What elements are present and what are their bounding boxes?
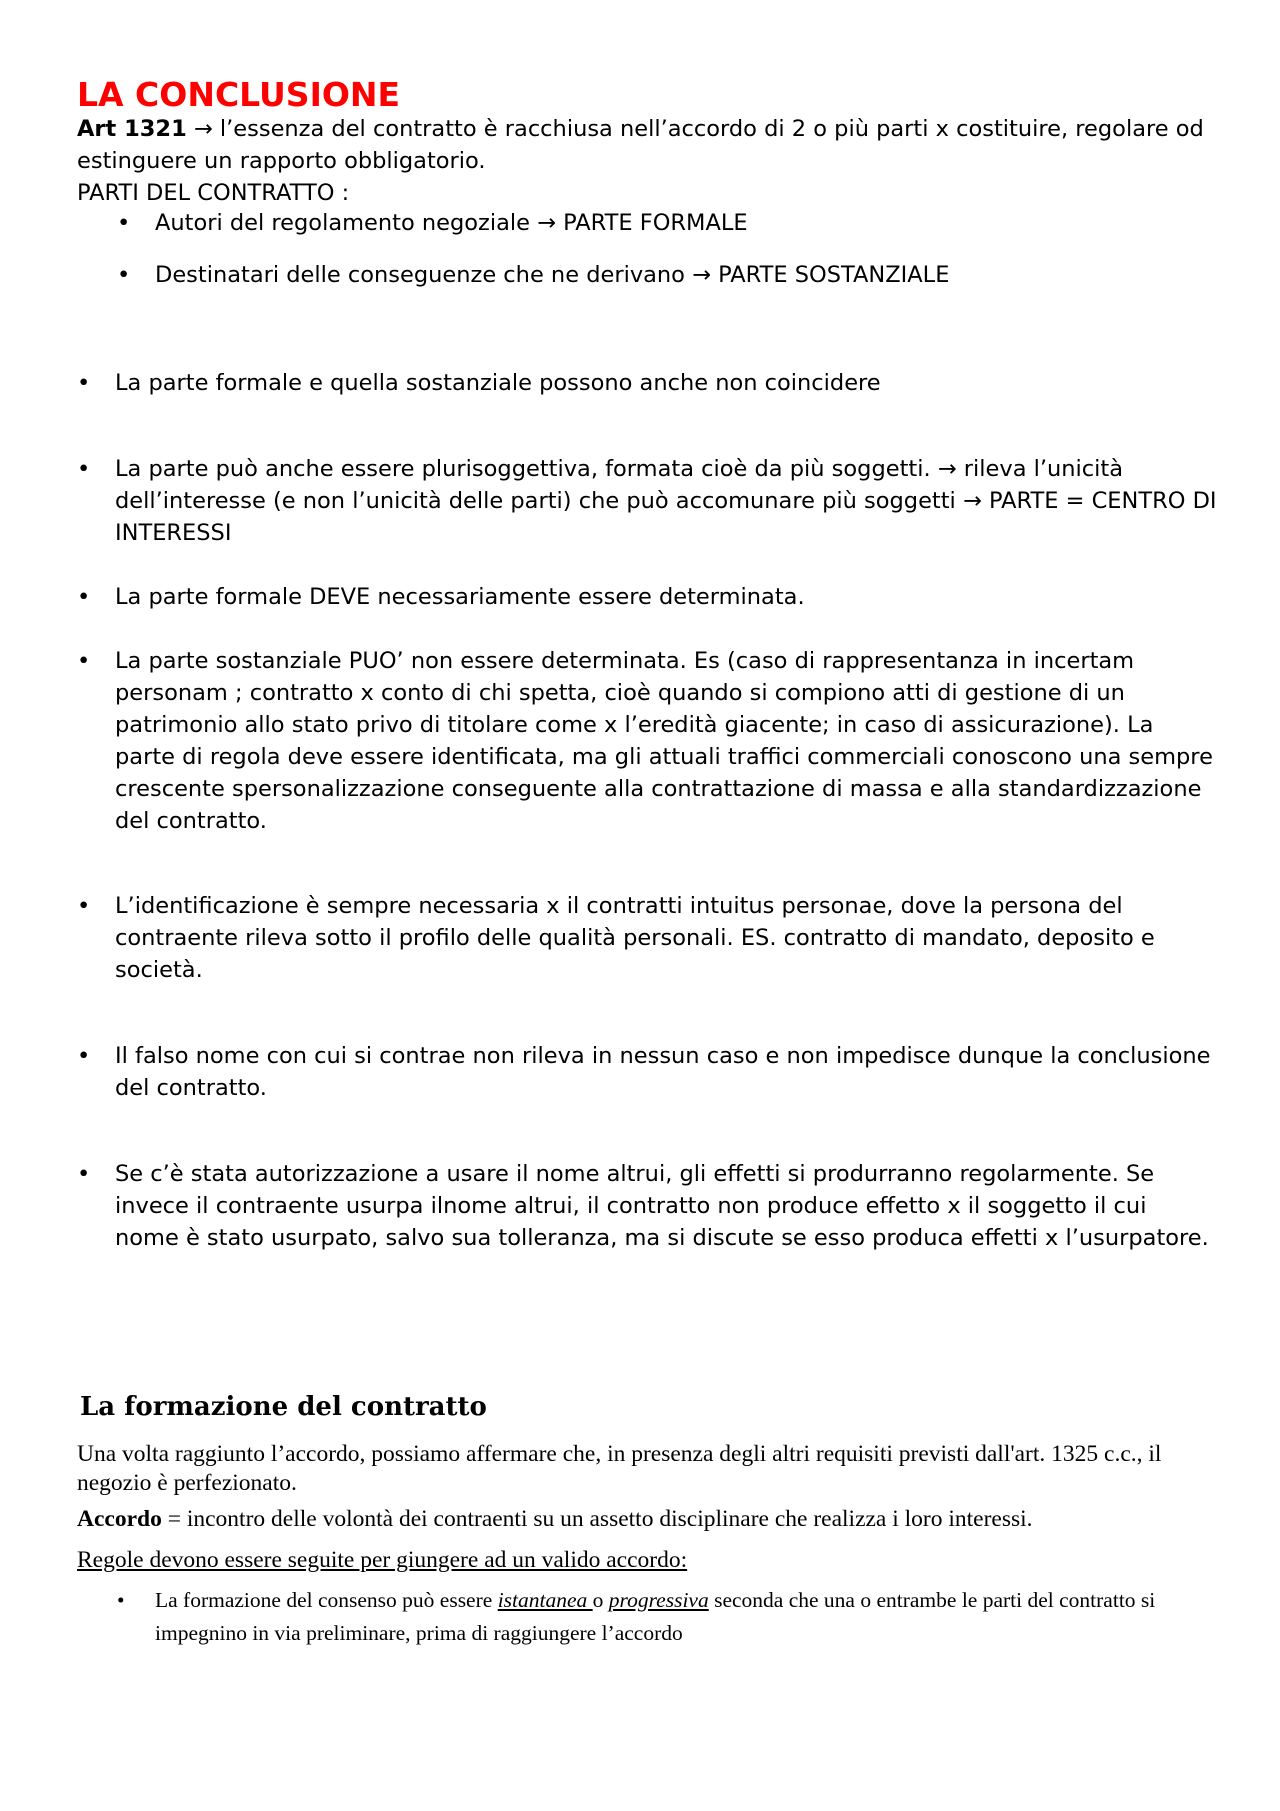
list-item bbox=[77, 453, 1217, 549]
bullet-icon: • bbox=[77, 648, 91, 674]
list-item-text: Se c’è stata autorizzazione a usare il nome altrui, gli effetti si produrranno regolarmente. Se invece il contraente usurpa ilnome altrui, il contratto non produce effetto x il soggetto il cui nome è stato usurpato, salvo sua tolleranza, ma si discute se esso produca effetti x l’usurpatore. bbox=[115, 1161, 1209, 1251]
list-item bbox=[77, 645, 1217, 837]
intro-text: → l’essenza del contratto è racchiusa nell’accordo di 2 o più parti x costituire, regolare od estinguere un rapporto obbligatorio. bbox=[77, 116, 1204, 174]
bullet-icon: • bbox=[77, 456, 91, 482]
term-istantanea: istantanea bbox=[497, 1588, 593, 1612]
bullet-icon: • bbox=[77, 893, 91, 919]
list-item bbox=[77, 367, 1217, 399]
bullet-icon: • bbox=[117, 262, 131, 288]
bullet-icon: • bbox=[77, 1043, 91, 1069]
list-item-text bbox=[155, 1584, 1177, 1650]
list-item-text: La parte sostanziale PUO’ non essere determinata. Es (caso di rappresentanza in incertam personam ; contratto x conto di chi spetta, cioè quando si compiono atti di gestione di un patrimonio allo stato privo di titolare come x l’eredità giacente; in caso di assicurazione). La parte di regola deve essere identificata, ma gli attuali traffici commerciali conoscono una sempre crescente spersonalizzazione conseguente alla contrattazione di massa e alla standardizzazione del contratto. bbox=[115, 648, 1213, 834]
bullet-icon: • bbox=[117, 210, 131, 236]
list-item bbox=[117, 207, 1117, 239]
rule-text-before: La formazione del consenso può essere bbox=[155, 1588, 498, 1612]
list-item bbox=[77, 1158, 1217, 1254]
list-item-text: Il falso nome con cui si contrae non rileva in nessun caso e non impedisce dunque la conclusione del contratto. bbox=[115, 1043, 1211, 1101]
list-item-text: L’identificazione è sempre necessaria x il contratti intuitus personae, dove la persona del contraente rileva sotto il profilo delle qualità personali. ES. contratto di mandato, deposito e società. bbox=[115, 893, 1155, 983]
bullet-icon: • bbox=[77, 1161, 91, 1187]
page-title: LA CONCLUSIONE bbox=[77, 75, 401, 114]
article-reference: Art 1321 bbox=[77, 116, 187, 142]
term-progressiva: progressiva bbox=[608, 1588, 709, 1612]
list-item bbox=[117, 1584, 1177, 1650]
list-item bbox=[117, 259, 1117, 291]
list-item-text: La parte formale e quella sostanziale possono anche non coincidere bbox=[115, 370, 881, 396]
parti-heading: PARTI DEL CONTRATTO : bbox=[77, 180, 350, 206]
section-paragraph: Una volta raggiunto l’accordo, possiamo affermare che, in presenza degli altri requisiti previsti dall'art. 1325 c.c., il negozio è perfezionato. bbox=[77, 1441, 1162, 1496]
rule-text-middle: o bbox=[592, 1588, 609, 1612]
accordo-term: Accordo bbox=[77, 1506, 162, 1532]
list-item-text: Destinatari delle conseguenze che ne derivano → PARTE SOSTANZIALE bbox=[155, 262, 950, 288]
rules-heading: Regole devono essere seguite per giungere ad un valido accordo: bbox=[77, 1547, 688, 1573]
section-heading: La formazione del contratto bbox=[80, 1392, 487, 1422]
bullet-icon: • bbox=[117, 1588, 125, 1612]
bullet-icon: • bbox=[77, 584, 91, 610]
list-item-text: Autori del regolamento negoziale → PARTE FORMALE bbox=[155, 210, 748, 236]
list-item bbox=[77, 890, 1217, 986]
bullet-icon: • bbox=[77, 370, 91, 396]
accordo-text: = incontro delle volontà dei contraenti su un assetto disciplinare che realizza i loro interessi. bbox=[161, 1506, 1033, 1532]
list-item bbox=[77, 581, 1217, 613]
list-item-text: La parte formale DEVE necessariamente essere determinata. bbox=[115, 584, 805, 610]
intro-paragraph bbox=[77, 113, 1217, 177]
accordo-definition bbox=[77, 1505, 1217, 1534]
list-item-text: La parte può anche essere plurisoggettiva, formata cioè da più soggetti. → rileva l’unicità dell’interesse (e non l’unicità delle parti) che può accomunare più soggetti → PARTE = CENTRO DI INTERESSI bbox=[115, 456, 1217, 546]
list-item bbox=[77, 1040, 1217, 1104]
rule-text-after: seconda che una o entrambe le parti del contratto si impegnino in via preliminare, prima di raggiungere l’accordo bbox=[155, 1588, 1156, 1645]
